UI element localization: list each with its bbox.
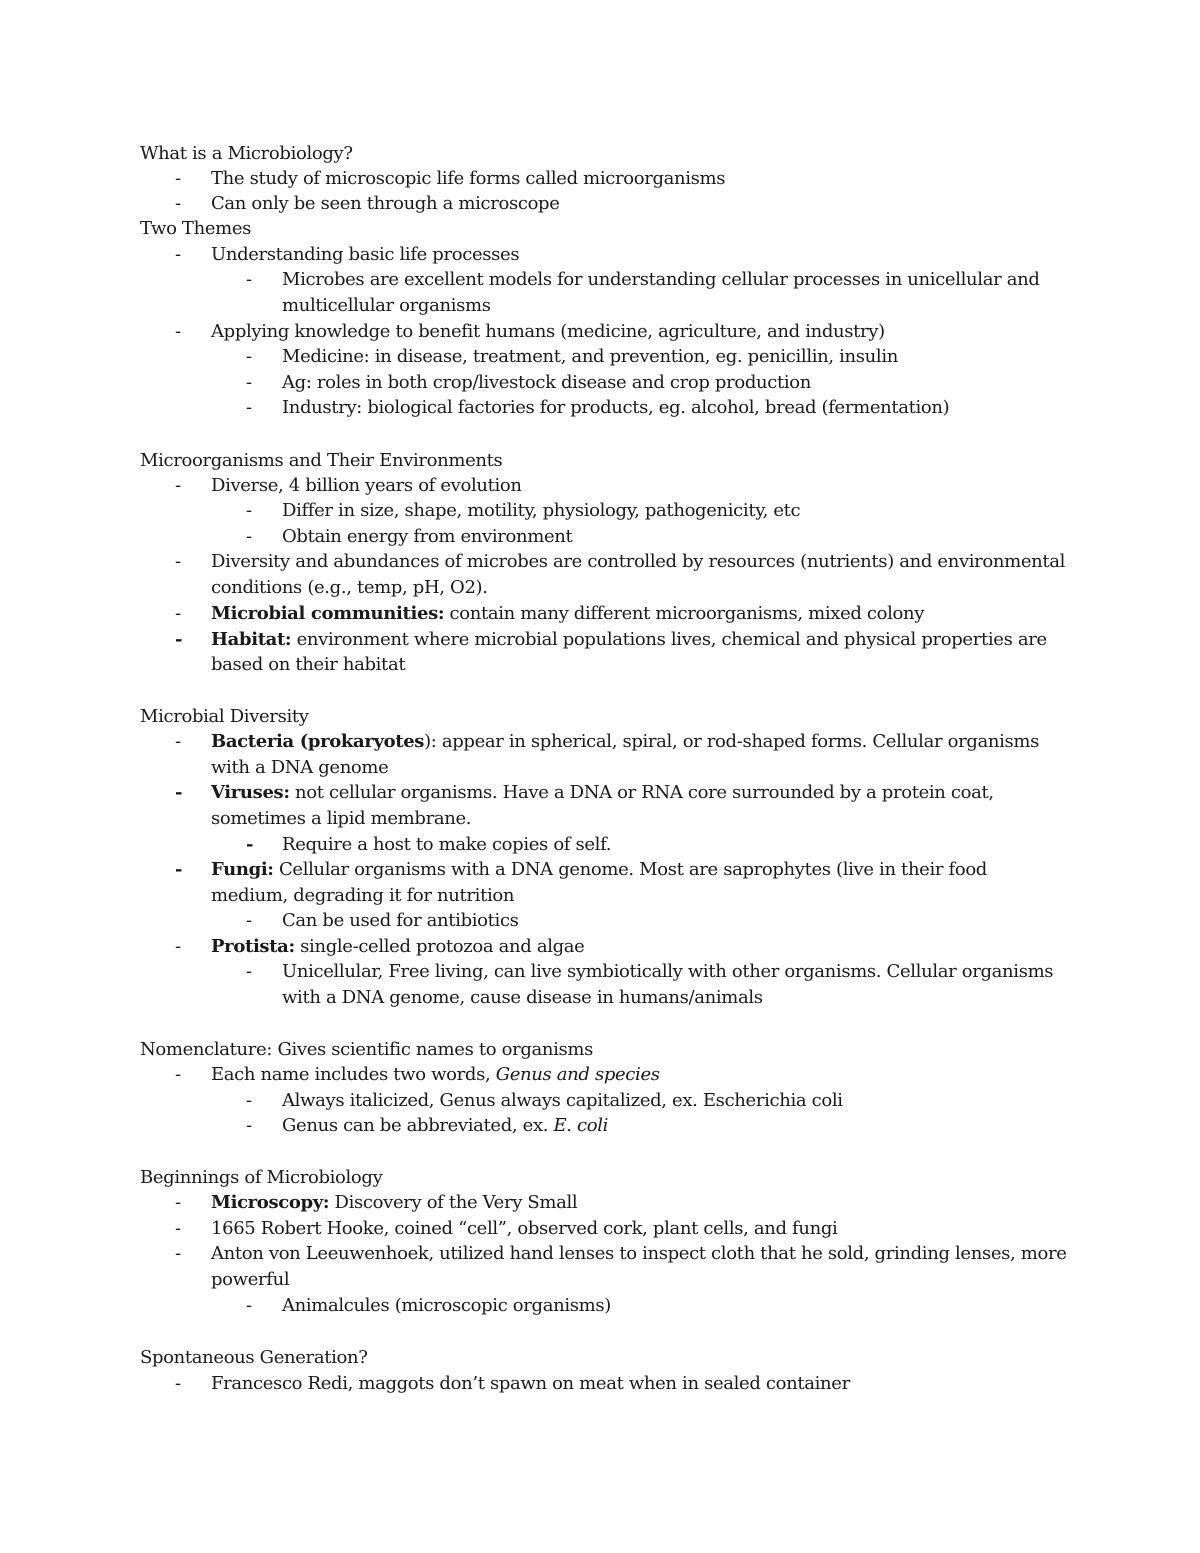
bullet-text xyxy=(211,627,1047,652)
section-heading: Beginnings of Microbiology xyxy=(140,1167,383,1188)
definition: not cellular organisms. Have a DNA or RNA core surrounded by a protein coat, xyxy=(289,782,994,803)
bullet-text: 1665 Robert Hooke, coined “cell”, observed cork, plant cells, and fungi xyxy=(211,1218,838,1239)
bullet-text: Diversity and abundances of microbes are controlled by resources (nutrients) and environmental xyxy=(211,551,1066,572)
bullet-text: Francesco Redi, maggots don’t spawn on meat when in sealed container xyxy=(211,1373,850,1394)
italic-text: E. coli xyxy=(553,1115,609,1136)
bullet-text xyxy=(211,729,1039,754)
definition: environment where microbial populations lives, chemical and physical properties are xyxy=(291,629,1047,650)
bullet-text: medium, degrading it for nutrition xyxy=(211,885,515,906)
bullet-text: Ag: roles in both crop/livestock disease and crop production xyxy=(282,372,811,393)
bullet-text: Can only be seen through a microscope xyxy=(211,193,560,214)
bullet-text: Can be used for antibiotics xyxy=(282,910,519,931)
term: Viruses: xyxy=(211,782,290,803)
section-heading: Microorganisms and Their Environments xyxy=(140,450,503,471)
bullet-text: Animalcules (microscopic organisms) xyxy=(282,1295,611,1316)
section-heading: Spontaneous Generation? xyxy=(140,1347,368,1368)
term: Habitat: xyxy=(211,629,292,650)
term: Microbial communities: xyxy=(211,603,445,624)
bullet-text xyxy=(211,601,924,626)
bullet-text: Applying knowledge to benefit humans (medicine, agriculture, and industry) xyxy=(211,321,885,342)
bullet-plain: Genus can be abbreviated, ex. xyxy=(282,1115,554,1136)
term: Bacteria (prokaryotes xyxy=(211,731,425,752)
definition: ): appear in spherical, spiral, or rod-shaped forms. Cellular organisms xyxy=(424,731,1040,752)
bullet-text: Industry: biological factories for products, eg. alcohol, bread (fermentation) xyxy=(282,397,950,418)
bullet-text: Unicellular, Free living, can live symbiotically with other organisms. Cellular organisms xyxy=(282,961,1054,982)
bullet-text: Diverse, 4 billion years of evolution xyxy=(211,475,522,496)
bullet-text xyxy=(211,1190,577,1215)
term: Protista: xyxy=(211,936,295,957)
bullet-text: with a DNA genome, cause disease in humans/animals xyxy=(282,987,763,1008)
term: Microscopy: xyxy=(211,1192,330,1213)
bullet-text xyxy=(211,857,987,882)
italic-text: Genus and species xyxy=(495,1064,660,1085)
section-heading: What is a Microbiology? xyxy=(140,143,353,164)
definition: Cellular organisms with a DNA genome. Most are saprophytes (live in their food xyxy=(273,859,987,880)
bullet-text: Obtain energy from environment xyxy=(282,526,573,547)
section-heading: Microbial Diversity xyxy=(140,706,309,727)
bullet-text: Medicine: in disease, treatment, and prevention, eg. penicillin, insulin xyxy=(282,346,898,367)
bullet-text: The study of microscopic life forms called microorganisms xyxy=(211,168,726,189)
bullet-text: conditions (e.g., temp, pH, O2). xyxy=(211,577,488,598)
section-heading: Two Themes xyxy=(140,218,252,239)
bullet-text: Differ in size, shape, motility, physiology, pathogenicity, etc xyxy=(282,500,801,521)
bullet-text: multicellular organisms xyxy=(282,295,491,316)
bullet-text xyxy=(211,1062,660,1087)
bullet-text: Anton von Leeuwenhoek, utilized hand lenses to inspect cloth that he sold, grinding lenses, more xyxy=(211,1243,1067,1264)
bullet-text xyxy=(211,780,994,805)
bullet-text xyxy=(282,1113,608,1138)
bullet-text xyxy=(211,934,584,959)
term: Fungi: xyxy=(211,859,274,880)
bullet-text: Microbes are excellent models for understanding cellular processes in unicellular and xyxy=(282,269,1040,290)
definition: contain many different microorganisms, mixed colony xyxy=(444,603,925,624)
bullet-text: Require a host to make copies of self. xyxy=(282,834,612,855)
bullet-text: sometimes a lipid membrane. xyxy=(211,808,472,829)
bullet-text: with a DNA genome xyxy=(211,757,389,778)
bullet-text: Always italicized, Genus always capitalized, ex. Escherichia coli xyxy=(282,1090,843,1111)
bullet-text: based on their habitat xyxy=(211,654,406,675)
bullet-text: powerful xyxy=(211,1269,290,1290)
bullet-text: Understanding basic life processes xyxy=(211,244,520,265)
section-heading: Nomenclature: Gives scientific names to organisms xyxy=(140,1039,594,1060)
definition: single-celled protozoa and algae xyxy=(294,936,585,957)
bullet-plain: Each name includes two words, xyxy=(211,1064,496,1085)
definition: Discovery of the Very Small xyxy=(329,1192,578,1213)
